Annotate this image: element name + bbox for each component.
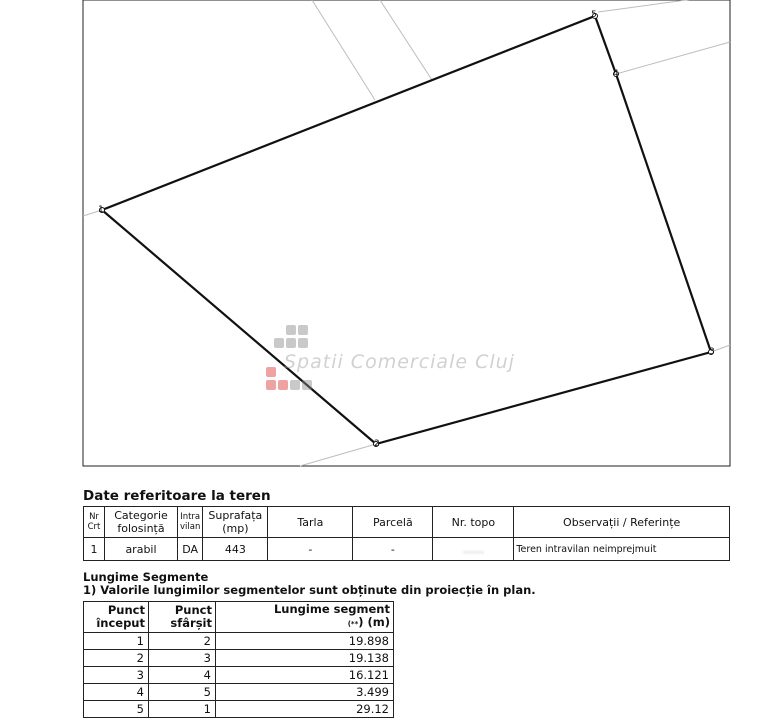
header-tarla: Tarla: [268, 507, 353, 538]
segment-length: 3.499: [216, 684, 394, 701]
cell-suprafata: 443: [203, 538, 268, 561]
segment-end: 3: [149, 650, 216, 667]
header-length-label: Lungime segment: [273, 602, 390, 616]
segment-row: [84, 684, 394, 701]
land-table-row: [84, 538, 730, 561]
watermark: [262, 325, 515, 395]
segment-length: 19.138: [216, 650, 394, 667]
segment-start: 4: [84, 684, 149, 701]
header-observatii: Observații / Referințe: [514, 507, 730, 538]
segment-start: 5: [84, 701, 149, 718]
cell-intravilan: DA: [178, 538, 203, 561]
segment-start: 3: [84, 667, 149, 684]
cell-observatii: Teren intravilan neimprejmuit: [514, 538, 730, 561]
header-categorie: Categorie folosință: [105, 507, 178, 538]
point-label-4: 4: [613, 69, 619, 79]
cell-tarla: -: [268, 538, 353, 561]
point-label-3: 3: [709, 347, 715, 357]
segment-length: 16.121: [216, 667, 394, 684]
segment-row: [84, 667, 394, 684]
header-unit-prefix: (**: [347, 620, 359, 628]
cell-categorie: arabil: [105, 538, 178, 561]
plan-frame: [83, 0, 730, 466]
header-start-point: Punct început: [84, 602, 149, 633]
segment-end: 4: [149, 667, 216, 684]
header-nr-topo: Nr. topo: [433, 507, 514, 538]
cell-parcela: -: [353, 538, 433, 561]
watermark-text: Spatii Comerciale Cluj: [284, 351, 515, 373]
header-intravilan: Intra vilan: [178, 507, 203, 538]
segments-note: 1) Valorile lungimilor segmentelor sunt obținute din proiecție în plan.: [83, 583, 536, 597]
header-suprafata: Suprafața (mp): [203, 507, 268, 538]
land-table-header: [84, 507, 730, 538]
segment-end: 5: [149, 684, 216, 701]
segment-row: [84, 650, 394, 667]
header-unit: ) (m): [358, 615, 390, 629]
header-nr-crt: Nr Crt: [84, 507, 105, 538]
point-label-2: 2: [374, 439, 380, 449]
header-end-point: Punct sfârșit: [149, 602, 216, 633]
header-segment-length: [216, 602, 394, 633]
segment-end: 2: [149, 633, 216, 650]
header-parcela: Parcelă: [353, 507, 433, 538]
cell-nr-crt: 1: [84, 538, 105, 561]
segment-length: 19.898: [216, 633, 394, 650]
land-section-title: Date referitoare la teren: [83, 488, 271, 504]
segments-title: Lungime Segmente: [83, 570, 209, 584]
point-label-5: 5: [591, 10, 597, 20]
segments-table: [83, 601, 394, 718]
segment-length: 29.12: [216, 701, 394, 718]
cell-nr-topo: ......: [433, 538, 514, 561]
segment-end: 1: [149, 701, 216, 718]
segments-table-header: [84, 602, 394, 633]
segment-row: [84, 633, 394, 650]
segment-row: [84, 701, 394, 718]
segment-start: 2: [84, 650, 149, 667]
land-table: [83, 506, 730, 561]
point-label-1: 1: [98, 205, 104, 215]
segment-start: 1: [84, 633, 149, 650]
